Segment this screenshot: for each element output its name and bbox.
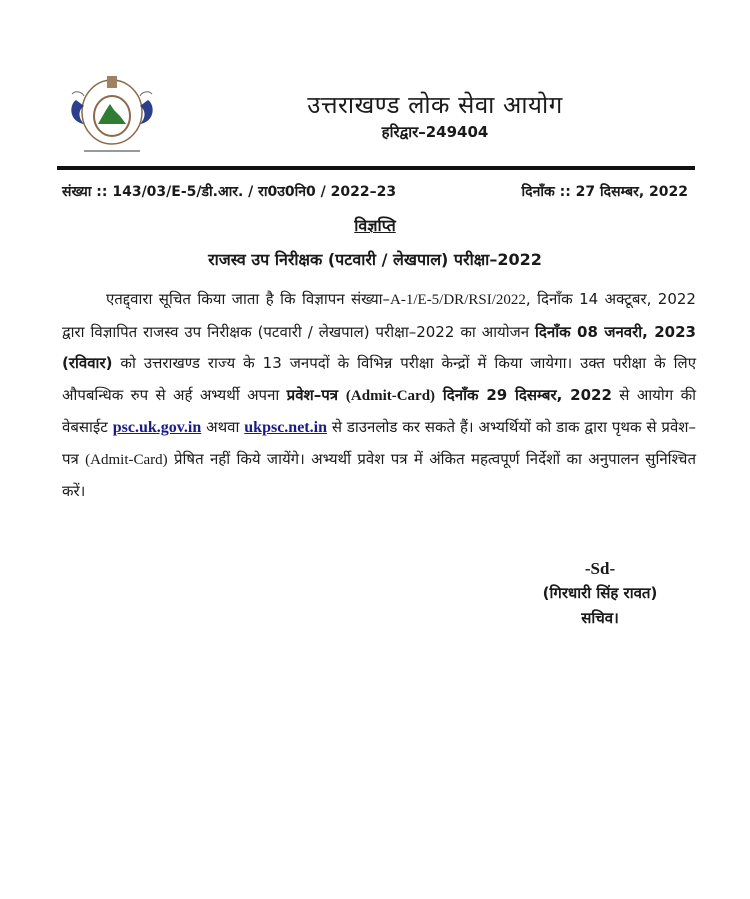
body-text-1: एतद्द्वारा सूचित किया जाता है कि विज्ञापन संख्या–: [106, 290, 391, 308]
exam-date: दिनाँक 08 जनवरी, 2023 (रविवार): [62, 322, 696, 372]
advertisement-number: A-1/E-5/DR/RSI/2022: [390, 292, 526, 308]
body-text-7: प्रेषित नहीं किये जायेंगे। अभ्यर्थी प्रवेश पत्र में अंकित महत्वपूर्ण निर्देशों का अनुपालन सुनिश्चित करें।: [62, 449, 696, 500]
organization-name: उत्तराखण्ड लोक सेवा आयोग: [307, 91, 563, 119]
body-text-6: से डाउनलोड कर सकते हैं। अभ्यर्थियों को डाक द्वारा पृथक से प्रवेश–पत्र: [62, 418, 696, 468]
notice-heading: विज्ञप्ति: [354, 216, 396, 235]
body-text-4: से आयोग की वेबसाईट: [62, 385, 696, 436]
admit-card-english: (Admit-Card): [345, 387, 436, 404]
admit-card-label: [287, 386, 612, 404]
signed-mark: -Sd-: [584, 559, 616, 578]
admit-card-hindi: प्रवेश–पत्र: [286, 385, 346, 404]
body-text-2: , दिनाँक 14 अक्टूबर, 2022 द्वारा विज्ञापित राजस्व उप निरीक्षक (पटवारी / लेखपाल) परीक्षा–2022 का आयोजन: [62, 290, 696, 341]
signatory-designation: सचिव।: [581, 609, 619, 627]
notice-subject: राजस्व उप निरीक्षक (पटवारी / लेखपाल) परीक्षा–2022: [208, 250, 542, 269]
notice-date: दिनाँक :: 27 दिसम्बर, 2022: [521, 184, 688, 200]
body-text-5: अथवा: [201, 418, 245, 436]
organization-address: हरिद्वार–249404: [381, 123, 489, 141]
signatory-name: (गिरधारी सिंह रावत): [542, 584, 658, 602]
reference-number: संख्या :: 143/03/E-5/डी.आर. / रा0उ0नि0 / 2022–23: [62, 184, 397, 200]
website-link-ukpsc-net-in[interactable]: ukpsc.net.in: [244, 419, 327, 436]
ukpsc-emblem-logo: [62, 66, 162, 158]
signature-block: [490, 556, 710, 631]
emblem-icon: [62, 66, 162, 158]
website-link-psc-uk-gov-in[interactable]: psc.uk.gov.in: [112, 419, 202, 436]
body-text-3: को उत्तराखण्ड राज्य के 13 जनपदों के विभिन्न परीक्षा केन्द्रों में किया जायेगा। उक्त परीक्षा के लिए औपबन्धिक रुप से अर्ह अभ्यर्थी अपना: [62, 354, 696, 404]
admit-card-english-2: (Admit-Card): [85, 451, 168, 468]
notice-body: [62, 284, 696, 508]
header-divider: [57, 166, 695, 170]
admit-card-date: दिनाँक 29 दिसम्बर, 2022: [435, 385, 612, 404]
